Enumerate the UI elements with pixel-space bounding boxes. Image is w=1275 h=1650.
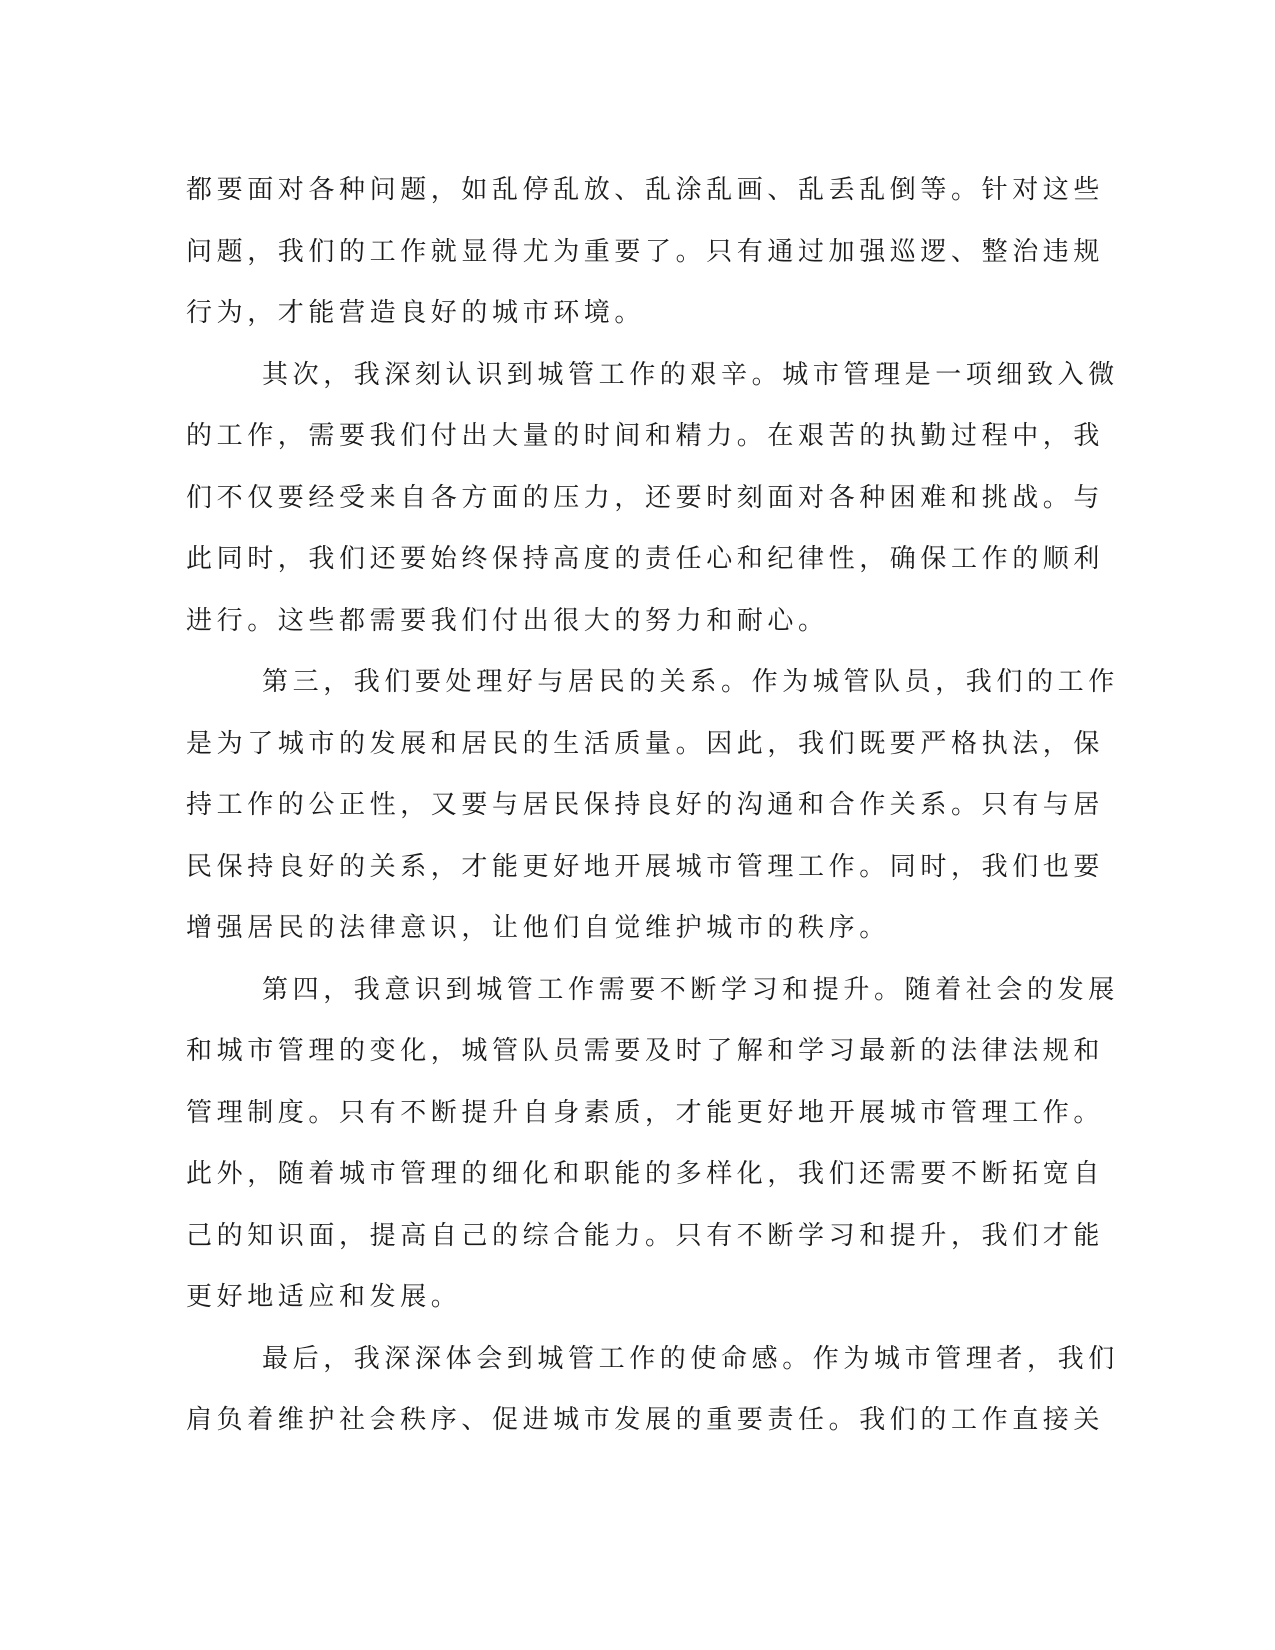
text-line: 都要面对各种问题，如乱停乱放、乱涂乱画、乱丢乱倒等。针对这些 [186,175,1105,205]
text-line: 们不仅要经受来自各方面的压力，还要时刻面对各种困难和挑战。与 [186,482,1105,513]
text-line: 问题，我们的工作就显得尤为重要了。只有通过加强巡逻、整治违规 [186,236,1105,267]
text-line: 和城市管理的变化，城管队员需要及时了解和学习最新的法律法规和 [186,1036,1105,1066]
paragraph-first-line: 第三，我们要处理好与居民的关系。作为城管队员，我们的工作 [262,667,1119,697]
text-line: 增强居民的法律意识，让他们自觉维护城市的秩序。 [186,913,890,943]
paragraph-first-line: 最后，我深深体会到城管工作的使命感。作为城市管理者，我们 [262,1343,1119,1374]
document-body [186,160,1119,1452]
text-line: 此外，随着城市管理的细化和职能的多样化，我们还需要不断拓宽自 [186,1159,1105,1189]
text-line: 是为了城市的发展和居民的生活质量。因此，我们既要严格执法，保 [186,728,1105,759]
text-line: 行为，才能营造良好的城市环境。 [186,298,646,328]
text-line: 此同时，我们还要始终保持高度的责任心和纪律性，确保工作的顺利 [186,544,1105,574]
text-line: 己的知识面，提高自己的综合能力。只有不断学习和提升，我们才能 [186,1220,1105,1251]
text-line: 持工作的公正性，又要与居民保持良好的沟通和合作关系。只有与居 [186,790,1105,820]
text-line: 的工作，需要我们付出大量的时间和精力。在艰苦的执勤过程中，我 [186,421,1105,451]
paragraph-first-line: 其次，我深刻认识到城管工作的艰辛。城市管理是一项细致入微 [262,359,1119,390]
text-line: 民保持良好的关系，才能更好地开展城市管理工作。同时，我们也要 [186,851,1105,882]
text-line: 管理制度。只有不断提升自身素质，才能更好地开展城市管理工作。 [186,1097,1105,1128]
text-line: 肩负着维护社会秩序、促进城市发展的重要责任。我们的工作直接关 [186,1405,1105,1435]
paragraph-first-line: 第四，我意识到城管工作需要不断学习和提升。随着社会的发展 [262,974,1119,1005]
text-line: 更好地适应和发展。 [186,1282,462,1312]
text-line: 进行。这些都需要我们付出很大的努力和耐心。 [186,605,829,636]
